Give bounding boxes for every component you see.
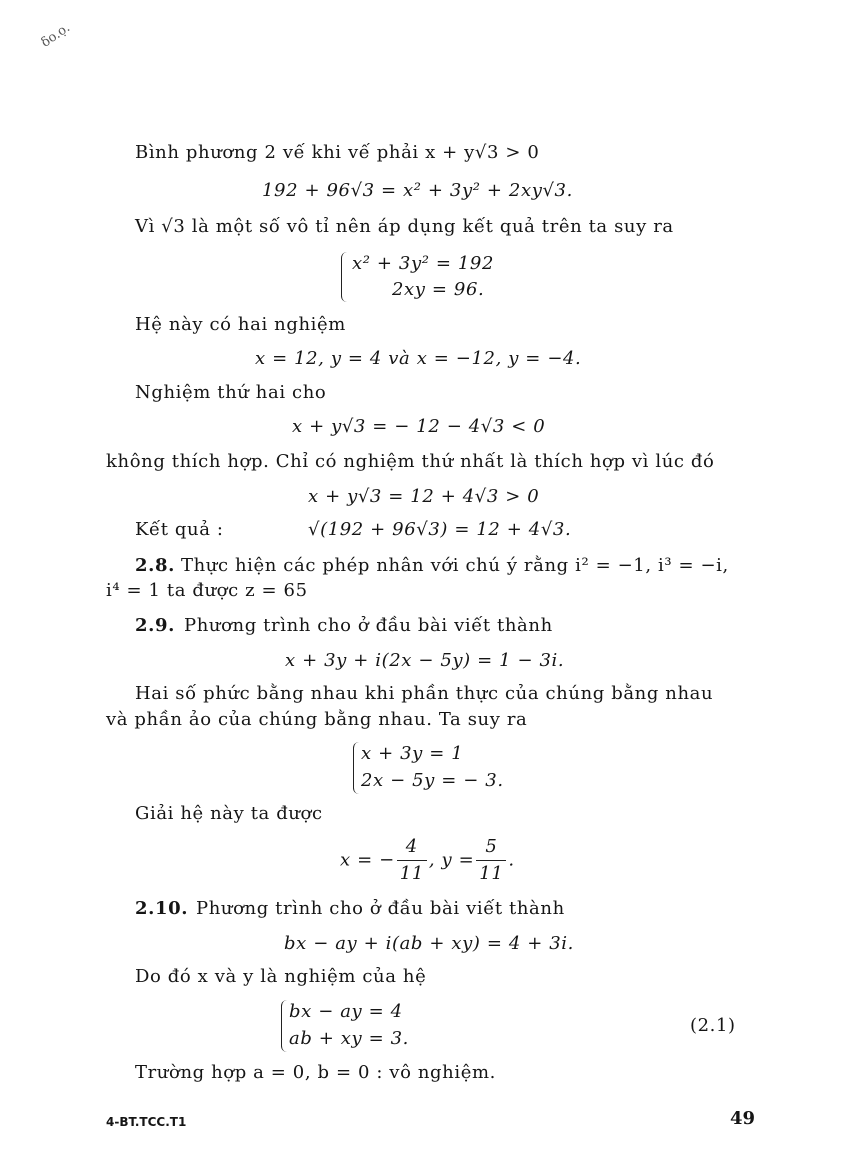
fraction-1-numerator: 4 xyxy=(397,834,427,861)
problem-2-9-line-1: Phương trình cho ở đầu bài viết thành xyxy=(184,615,553,636)
equation-5: √(192 + 96√3) = 12 + 4√3. xyxy=(308,519,572,540)
system-brace-2 xyxy=(353,742,361,794)
text-line-3: Hệ này có hai nghiệm xyxy=(135,314,346,335)
result-label: Kết quả : xyxy=(135,519,224,540)
equation-4: x + y√3 = 12 + 4√3 > 0 xyxy=(308,486,540,507)
system-2-eq-a: x + 3y = 1 xyxy=(361,743,464,764)
system-2-eq-b: 2x − 5y = − 3. xyxy=(361,770,504,791)
equation-tag-2-1: (2.1) xyxy=(690,1015,736,1036)
problem-2-8-label: 2.8. xyxy=(135,555,175,576)
problem-2-9-label: 2.9. xyxy=(135,615,175,636)
problem-2-8-line-2: i⁴ = 1 ta được z = 65 xyxy=(106,580,308,601)
equation-6: x + 3y + i(2x − 5y) = 1 − 3i. xyxy=(285,650,565,671)
text-line-1: Bình phương 2 vế khi vế phải x + y√3 > 0 xyxy=(135,142,540,163)
text-line-4: Nghiệm thứ hai cho xyxy=(135,382,327,403)
equation-1: 192 + 96√3 = x² + 3y² + 2xy√3. xyxy=(262,180,573,201)
equation-7-x: x = − xyxy=(340,849,395,871)
fraction-5-11 xyxy=(476,834,506,887)
fraction-4-11 xyxy=(397,834,427,887)
equation-2: x = 12, y = 4 và x = −12, y = −4. xyxy=(255,348,582,369)
text-line-11: Trường hợp a = 0, b = 0 : vô nghiệm. xyxy=(135,1062,496,1083)
fraction-2-denominator: 11 xyxy=(479,863,504,884)
text-line-10: Do đó x và y là nghiệm của hệ xyxy=(135,966,427,987)
system-brace-1 xyxy=(341,252,349,302)
equation-8: bx − ay + i(ab + xy) = 4 + 3i. xyxy=(284,933,574,954)
page-number: 49 xyxy=(730,1108,756,1129)
fraction-2-numerator: 5 xyxy=(476,834,506,861)
system-3-eq-a: bx − ay = 4 xyxy=(289,1001,403,1022)
corner-mark: ẟo.ọ. xyxy=(38,20,73,51)
system-brace-3 xyxy=(281,1000,289,1052)
problem-2-8-line-1: Thực hiện các phép nhân với chú ý rằng i² = −1, i³ = −i, xyxy=(181,555,729,576)
fraction-1-denominator: 11 xyxy=(399,863,424,884)
text-line-9: Giải hệ này ta được xyxy=(135,803,323,824)
system-3-eq-b: ab + xy = 3. xyxy=(289,1028,409,1049)
equation-3: x + y√3 = − 12 − 4√3 < 0 xyxy=(292,416,546,437)
equation-7-end: . xyxy=(508,849,515,871)
text-line-2: Vì √3 là một số vô tỉ nên áp dụng kết quả trên ta suy ra xyxy=(135,216,674,237)
text-line-7: Hai số phức bằng nhau khi phần thực của chúng bằng nhau xyxy=(135,683,714,704)
text-line-5: không thích hợp. Chỉ có nghiệm thứ nhất là thích hợp vì lúc đó xyxy=(106,451,715,472)
footer-code: 4-BT.TCC.T1 xyxy=(106,1115,187,1129)
problem-2-10-line-1: Phương trình cho ở đầu bài viết thành xyxy=(196,898,565,919)
text-line-8: và phần ảo của chúng bằng nhau. Ta suy ra xyxy=(106,709,528,730)
problem-2-10-label: 2.10. xyxy=(135,898,189,919)
system-1-eq-b: 2xy = 96. xyxy=(392,279,485,300)
equation-7 xyxy=(340,834,515,887)
system-1-eq-a: x² + 3y² = 192 xyxy=(352,253,495,274)
equation-7-mid: , y = xyxy=(428,849,475,871)
